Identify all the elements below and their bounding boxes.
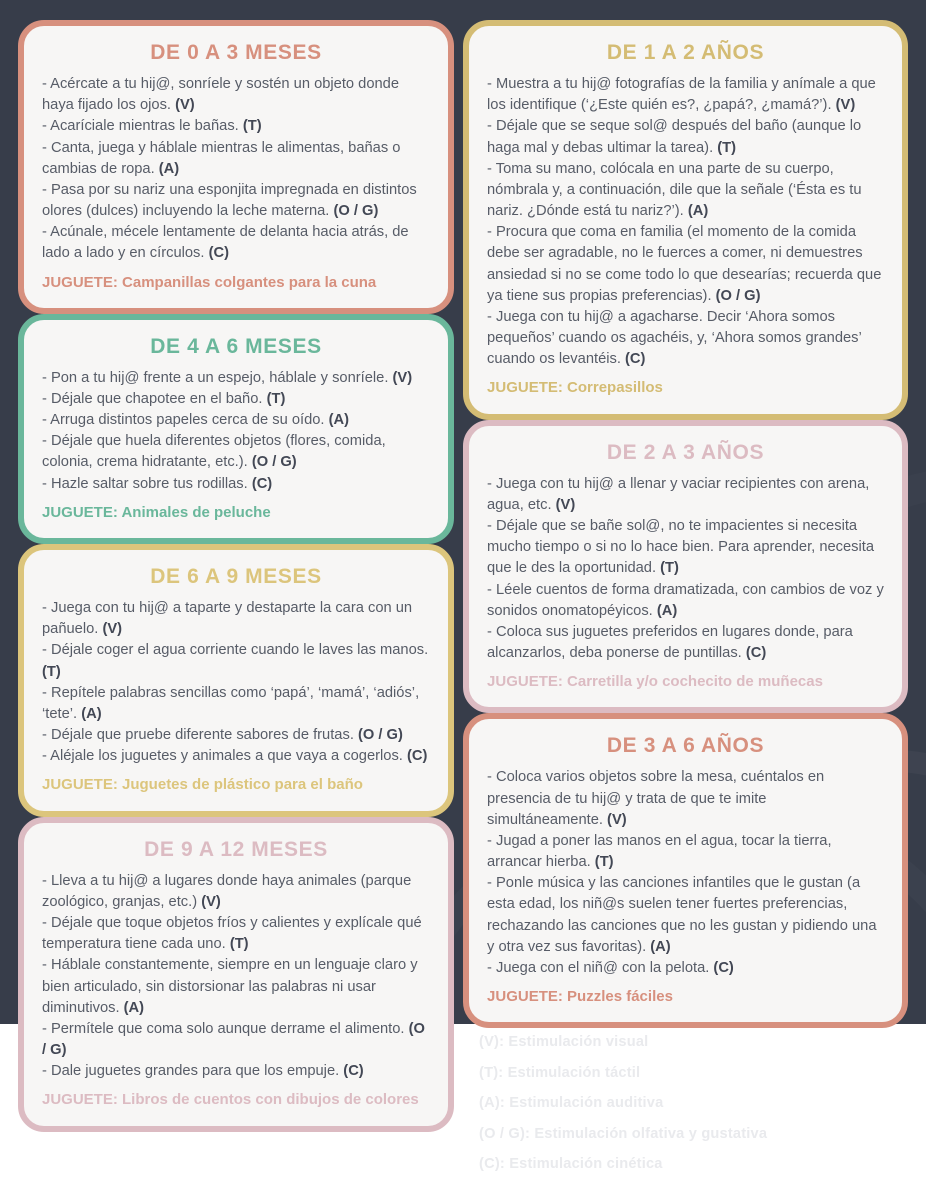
stimulation-tag: (T) xyxy=(242,118,262,135)
toy-value: Puzzles fáciles xyxy=(567,988,673,1006)
activity-text: - Déjale que chapotee en el baño. xyxy=(42,390,263,407)
stimulation-tag: (O / G) xyxy=(358,727,403,744)
stimulation-tag: (A) xyxy=(328,412,349,429)
stimulation-tag: (V) xyxy=(175,97,195,114)
stimulation-tag: (V) xyxy=(102,621,123,638)
toy-recommendation xyxy=(487,672,884,692)
activity-item xyxy=(487,116,884,158)
toy-recommendation xyxy=(42,775,430,795)
stimulation-tag: (V) xyxy=(555,496,576,513)
activity-item xyxy=(487,580,884,622)
activity-item xyxy=(42,368,430,389)
legend-item-visual: (V): Estimulación visual xyxy=(479,1034,649,1051)
card-de-6-a-9-meses xyxy=(18,544,454,817)
left-column xyxy=(18,20,454,1109)
activity-text: - Procura que coma en familia (el momento de la comida debe ser agradable, no le fuerces a comer, ni demuestres ansiedad si no se come todo lo que desearías; recuerda que ya tiene sus propias preferencias). xyxy=(487,224,882,304)
activity-list xyxy=(42,368,430,495)
activity-text: - Canta, juega y háblale mientras le alimentas, bañas o cambias de ropa. xyxy=(42,139,401,177)
activity-text: - Déjale coger el agua corriente cuando le laves las manos. xyxy=(42,642,429,659)
stimulation-tag: (A) xyxy=(158,160,180,177)
activity-text: - Juega con tu hij@ a llenar y vaciar recipientes con arena, agua, etc. xyxy=(487,475,870,513)
stimulation-tag: (T) xyxy=(42,663,61,680)
toy-value: Carretilla y/o cochecito de muñecas xyxy=(567,673,823,691)
stimulation-tag: (V) xyxy=(201,893,221,910)
activity-list xyxy=(42,871,430,1083)
stimulation-tag: (T) xyxy=(594,854,614,871)
activity-item xyxy=(487,474,884,516)
toy-label: JUGUETE: xyxy=(42,776,118,794)
card-de-3-a-6-anos xyxy=(463,713,908,1028)
activity-item xyxy=(42,431,430,473)
activity-item xyxy=(487,516,884,580)
activity-item xyxy=(42,683,430,725)
stimulation-tag: (A) xyxy=(81,705,102,722)
activity-text: - Arruga distintos papeles cerca de su oído. xyxy=(42,412,325,429)
activity-item xyxy=(487,873,884,958)
activity-item xyxy=(487,831,884,873)
toy-value: Campanillas colgantes para la cuna xyxy=(122,273,377,291)
legend-item-tactil: (T): Estimulación táctil xyxy=(479,1064,641,1081)
stimulation-tag: (C) xyxy=(713,960,734,976)
activity-item xyxy=(487,622,884,664)
activity-item xyxy=(42,640,430,682)
toy-value: Libros de cuentos con dibujos de colores xyxy=(122,1091,419,1109)
card-de-2-a-3-anos xyxy=(463,420,908,714)
toy-recommendation xyxy=(42,503,430,523)
activity-item xyxy=(487,767,884,831)
activity-text: - Coloca sus juguetes preferidos en lugares donde, para alcanzarlos, deba ponerse de puntillas. xyxy=(487,623,853,662)
activity-item xyxy=(487,958,884,979)
stimulation-tag: (A) xyxy=(650,938,671,955)
activity-list xyxy=(487,474,884,665)
toy-recommendation xyxy=(487,987,884,1007)
stimulation-tag: (V) xyxy=(607,811,627,828)
activity-item xyxy=(42,74,430,116)
stimulation-tag: (C) xyxy=(625,351,646,368)
activity-item xyxy=(487,222,884,307)
activity-text: - Hazle saltar sobre tus rodillas. xyxy=(42,475,248,492)
activity-item xyxy=(42,410,430,431)
activity-list xyxy=(42,74,430,265)
activity-text: - Permítele que coma solo aunque derrame el alimento. xyxy=(42,1020,405,1037)
stimulation-tag: (V) xyxy=(835,97,856,114)
activity-item xyxy=(42,746,430,767)
toy-label: JUGUETE: xyxy=(42,1091,118,1109)
activity-text: - Déjale que huela diferentes objetos (flores, comida, colonia, crema hidratante, etc.). xyxy=(42,433,386,471)
activity-list xyxy=(487,74,884,370)
card-title: DE 0 A 3 MESES xyxy=(150,41,322,64)
stimulation-tag: (C) xyxy=(343,1063,364,1080)
activity-item xyxy=(42,138,430,180)
activity-text: - Juega con tu hij@ a taparte y destaparte la cara con un pañuelo. xyxy=(42,600,413,638)
card-title: DE 3 A 6 AÑOS xyxy=(606,734,765,758)
legend-item-auditiva: (A): Estimulación auditiva xyxy=(479,1095,664,1112)
stimulation-tag: (A) xyxy=(123,999,145,1016)
legend-item-cinetica: (C): Estimulación cinética xyxy=(479,1156,663,1173)
card-title: DE 2 A 3 AÑOS xyxy=(606,440,765,464)
toy-recommendation xyxy=(42,273,430,293)
stimulation-tag: (O / G) xyxy=(333,203,379,220)
activity-item xyxy=(42,1061,430,1082)
activity-text: - Acúnale, mécele lentamente de delanta hacia atrás, de lado a lado y en círculos. xyxy=(42,224,409,262)
activity-text: - Dale juguetes grandes para que los empuje. xyxy=(42,1063,340,1080)
activity-text: - Coloca varios objetos sobre la mesa, cuéntalos en presencia de tu hij@ y trata de que te imite simultáneamente. xyxy=(487,769,825,828)
card-de-0-a-3-meses xyxy=(18,20,454,314)
stimulation-tag: (C) xyxy=(406,748,428,765)
stimulation-tag: (C) xyxy=(745,645,767,662)
stimulation-tag: (T) xyxy=(717,139,737,156)
activity-item xyxy=(42,1019,430,1061)
legend-item-olfativa-gustativa: (O / G): Estimulación olfativa y gustativa xyxy=(479,1125,768,1142)
card-de-4-a-6-meses xyxy=(18,314,454,544)
activity-item xyxy=(42,474,430,495)
stimulation-tag: (A) xyxy=(687,203,709,220)
activity-text: - Toma su mano, colócala en una parte de su cuerpo, nómbrala y, a continuación, dile que la señale (‘Ésta es tu nariz. ¿Dónde está tu nariz?’). xyxy=(487,160,862,220)
toy-value: Juguetes de plástico para el baño xyxy=(122,776,363,794)
activity-text: - Jugad a poner las manos en el agua, tocar la tierra, arrancar hierba. xyxy=(487,832,832,871)
card-de-9-a-12-meses xyxy=(18,817,454,1132)
card-de-1-a-2-anos xyxy=(463,20,908,420)
card-title: DE 1 A 2 AÑOS xyxy=(606,41,765,64)
toy-recommendation xyxy=(42,1090,430,1110)
toy-label: JUGUETE: xyxy=(487,988,563,1006)
toy-recommendation xyxy=(487,378,884,398)
toy-label: JUGUETE: xyxy=(42,273,118,291)
activity-text: - Muestra a tu hij@ fotografías de la familia y anímale a que los identifique (‘¿Este quién es?, ¿papá?, ¿mamá?’). xyxy=(487,76,876,114)
activity-text: - Acércate a tu hij@, sonríele y sostén un objeto donde haya fijado los ojos. xyxy=(42,76,400,114)
activity-text: - Repítele palabras sencillas como ‘papá’, ‘mamá’, ‘adiós’, ‘tete’. xyxy=(42,684,420,722)
toy-value: Animales de peluche xyxy=(121,503,271,521)
activity-item xyxy=(42,955,430,1019)
activity-text: - Pasa por su nariz una esponjita impregnada en distintos olores (dulces) incluyendo la leche materna. xyxy=(42,181,417,220)
stimulation-tag: (O / G) xyxy=(251,454,297,471)
activity-item xyxy=(42,913,430,955)
activity-item xyxy=(42,725,430,746)
card-title: DE 4 A 6 MESES xyxy=(150,334,322,358)
card-title: DE 6 A 9 MESES xyxy=(150,565,322,589)
activity-item xyxy=(487,307,884,371)
legend xyxy=(463,1028,908,1178)
activity-text: - Pon a tu hij@ frente a un espejo, háblale y sonríele. xyxy=(42,369,389,386)
activity-text: - Léele cuentos de forma dramatizada, con cambios de voz y sonidos onomatopéyicos. xyxy=(487,581,884,619)
activity-list xyxy=(42,598,430,767)
stimulation-tag: (O / G) xyxy=(42,1020,425,1059)
activity-item xyxy=(42,389,430,410)
activity-text: - Aléjale los juguetes y animales a que vaya a cogerlos. xyxy=(42,748,403,765)
activity-item xyxy=(42,222,430,264)
card-title: DE 9 A 12 MESES xyxy=(144,837,328,861)
activity-item xyxy=(487,159,884,223)
activity-text: - Ponle música y las canciones infantiles que le gustan (a esta edad, los niñ@s suelen tener fuertes preferencias, rechazando las canciones que no les gustan y pidiendo una y otra vez sus favoritas). xyxy=(487,875,877,955)
activity-text: - Déjale que se seque sol@ después del baño (aunque lo haga mal y debas ultimar la tarea). xyxy=(487,118,862,156)
toy-value: Correpasillos xyxy=(567,379,663,397)
activity-text: - Juega con tu hij@ a agacharse. Decir ‘Ahora somos pequeños’ cuando os agachéis, y, ‘Ahora somos grandes’ cuando os levantéis. xyxy=(487,308,862,368)
activity-item xyxy=(42,180,430,222)
stimulation-tag: (C) xyxy=(208,245,229,262)
activity-text: - Háblale constantemente, siempre en un lenguaje claro y bien articulado, sin distorsionar las palabras ni usar diminutivos. xyxy=(42,957,418,1016)
stimulation-tag: (T) xyxy=(229,936,249,953)
activity-item xyxy=(487,74,884,116)
stimulation-tag: (A) xyxy=(656,602,678,619)
right-column xyxy=(463,20,908,1173)
activity-text: - Acaríciale mientras le bañas. xyxy=(42,118,239,135)
stimulation-tag: (T) xyxy=(266,390,286,407)
toy-label: JUGUETE: xyxy=(487,673,563,691)
stimulation-tag: (O / G) xyxy=(715,287,761,304)
activity-text: - Lleva a tu hij@ a lugares donde haya animales (parque zoológico, granjas, etc.) xyxy=(42,872,412,910)
activity-item xyxy=(42,116,430,137)
activity-text: - Déjale que se bañe sol@, no te impacientes si necesita mucho tiempo o si no lo hace bien. Para aprender, necesita que le des la oportunidad. xyxy=(487,518,875,577)
toy-label: JUGUETE: xyxy=(487,379,563,397)
activity-item xyxy=(42,871,430,913)
activity-text: - Déjale que pruebe diferente sabores de frutas. xyxy=(42,727,354,744)
stimulation-tag: (C) xyxy=(251,475,273,492)
activity-item xyxy=(42,598,430,640)
activity-text: - Déjale que toque objetos fríos y calientes y explícale qué temperatura tiene cada uno. xyxy=(42,915,422,953)
activity-text: - Juega con el niñ@ con la pelota. xyxy=(487,960,710,976)
stimulation-tag: (T) xyxy=(660,560,679,577)
toy-label: JUGUETE: xyxy=(42,503,118,521)
activity-list xyxy=(487,767,884,979)
stimulation-tag: (V) xyxy=(392,369,413,386)
